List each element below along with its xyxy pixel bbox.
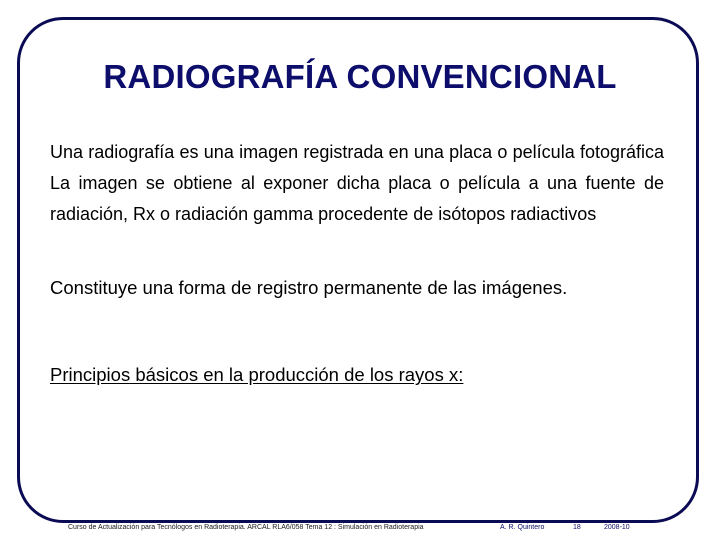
definition-paragraph: Una radiografía es una imagen registrada en una placa o película fotográfica La imagen se obtiene al exponer dicha placa o película a una fuente de radiación, Rx o radiación gamma procedente de isótopos radiactivos <box>50 142 664 224</box>
footer-date: 2008-10 <box>604 524 630 531</box>
principles-heading: Principios básicos en la producción de los rayos x: <box>50 364 464 385</box>
footer-page-number: 18 <box>573 524 581 531</box>
footer-author: A. R. Quintero <box>500 524 545 531</box>
slide-title: RADIOGRAFÍA CONVENCIONAL <box>103 58 617 95</box>
permanent-record-paragraph: Constituye una forma de registro permanente de las imágenes. <box>50 277 568 298</box>
slide-footer <box>0 524 720 536</box>
footer-course-text: Curso de Actualización para Tecnólogos en Radioterapia. ARCAL RLA6/058 Tema 12 : Simulación en Radioterapia <box>68 524 424 531</box>
